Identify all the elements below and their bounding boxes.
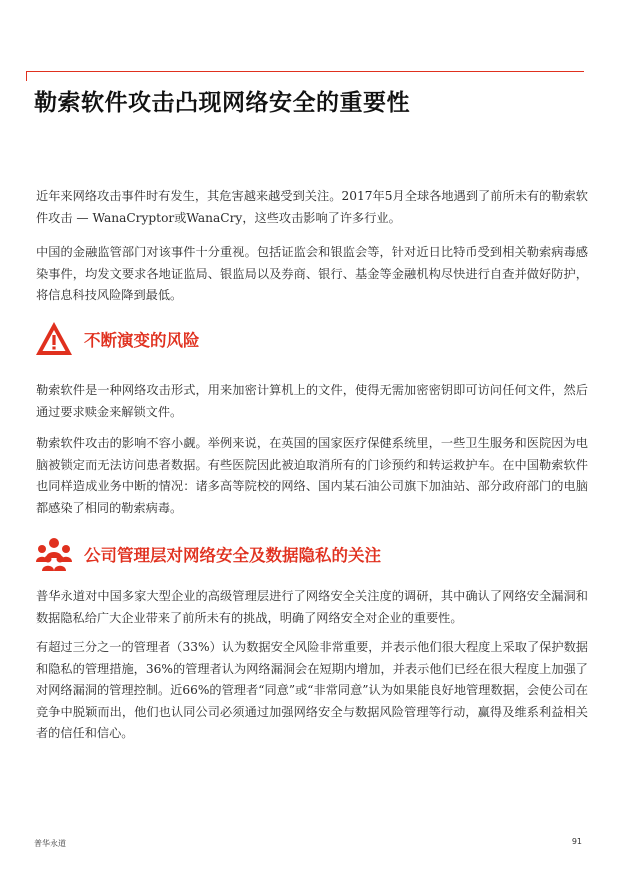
section-evolving-risk-title: 不断演变的风险 xyxy=(84,331,200,350)
section2-paragraph-1: 普华永道对中国多家大型企业的高级管理层进行了网络安全关注度的调研，其中确认了网络安全漏洞和数据隐私给广大企业带来了前所未有的挑战，明确了网络安全对企业的重要性。 xyxy=(36,589,588,625)
section1-paragraph-1: 勒索软件是一种网络攻击形式，用来加密计算机上的文件，使得无需加密密钥即可访问任何文件，然后通过要求赎金来解锁文件。 xyxy=(36,383,588,419)
header-rule xyxy=(26,71,584,72)
section1-paragraph-2: 勒索软件攻击的影响不容小觑。举例来说，在英国的国家医疗保健系统里，一些卫生服务和医院因为电脑被锁定而无法访问患者数据。有些医院因此被迫取消所有的门诊预约和转运救护车。在中国勒索软件也同样造成业务中断的情况：诸多高等院校的网络、国内某石油公司旗下加油站、部分政府部门的电脑都感染了相同的勒索病毒。 xyxy=(36,436,588,515)
header-rule-tick xyxy=(26,71,27,81)
section-evolving-risk-header xyxy=(34,319,200,359)
page-number: 91 xyxy=(571,837,582,846)
people-group-icon xyxy=(34,534,74,574)
section2-paragraph-2: 有超过三分之一的管理者（33%）认为数据安全风险非常重要，并表示他们很大程度上采取了保护数据和隐私的管理措施，36%的管理者认为网络漏洞会在短期内增加，并表示他们已经在很大程度上加强了对网络漏洞的管理控制。近66%的管理者“同意”或“非常同意”认为如果能良好地管理数据，会使公司在竞争中脱颖而出，他们也认同公司必须通过加强网络安全与数据风险管理等行动，赢得及维系利益相关者的信任和信心。 xyxy=(36,640,588,740)
intro-paragraph-1: 近年来网络攻击事件时有发生，其危害越来越受到关注。2017年5月全球各地遇到了前所未有的勒索软件攻击 — WanaCryptor或WanaCry，这些攻击影响了许多行业。 xyxy=(36,189,588,225)
warning-triangle-icon xyxy=(34,319,74,359)
section-management-focus-title: 公司管理层对网络安全及数据隐私的关注 xyxy=(84,546,381,565)
page-title: 勒索软件攻击凸现网络安全的重要性 xyxy=(34,90,410,116)
footer-brand: 普华永道 xyxy=(34,839,66,848)
section-management-focus-header xyxy=(34,534,381,574)
intro-paragraph-2: 中国的金融监管部门对该事件十分重视。包括证监会和银监会等，针对近日比特币受到相关勒索病毒感染事件，均发文要求各地证监局、银监局以及券商、银行、基金等金融机构尽快进行自查并做好防护，将信息科技风险降到最低。 xyxy=(36,245,588,302)
